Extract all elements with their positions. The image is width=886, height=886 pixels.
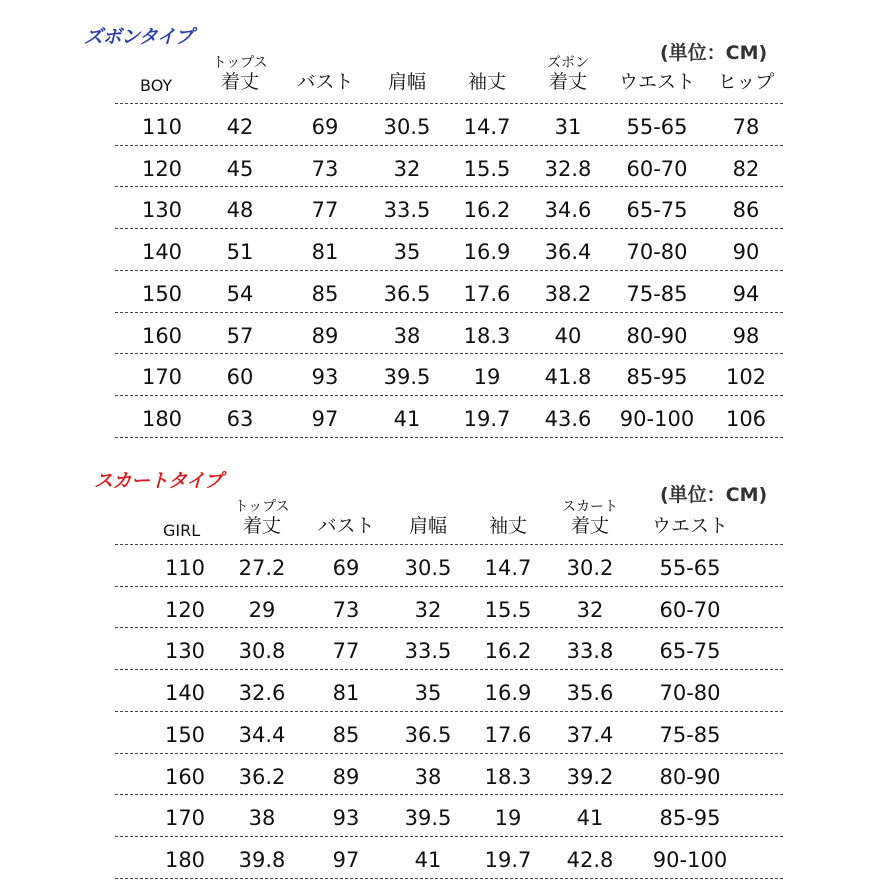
measurement-cell: 75-85 xyxy=(626,281,688,306)
measurement-cell: 94 xyxy=(732,281,760,306)
row-separator xyxy=(115,669,783,670)
measurement-cell: 45 xyxy=(226,156,254,181)
measurement-cell: 19 xyxy=(473,365,501,390)
column-header xyxy=(222,500,302,537)
measurement-cell: 106 xyxy=(725,406,767,431)
column-header-sub xyxy=(650,500,730,515)
measurement-cell: 73 xyxy=(311,156,339,181)
header-size-label: GIRL xyxy=(163,521,201,540)
measurement-cell: 34.4 xyxy=(238,722,286,747)
measurement-cell: 63 xyxy=(226,406,254,431)
measurement-cell: 89 xyxy=(332,764,360,789)
measurement-cell: 34.6 xyxy=(544,198,592,223)
size-cell: 180 xyxy=(141,406,183,431)
measurement-cell: 15.5 xyxy=(484,597,532,622)
column-header-main: ウエスト xyxy=(651,515,728,537)
measurement-cell: 36.2 xyxy=(238,764,286,789)
column-header-sub xyxy=(306,500,386,515)
column-header xyxy=(650,500,730,537)
size-cell: 160 xyxy=(141,323,183,348)
column-header-main: 着丈 xyxy=(548,71,587,93)
measurement-cell: 36.5 xyxy=(383,281,431,306)
measurement-cell: 15.5 xyxy=(463,156,511,181)
measurement-cell: 70-80 xyxy=(659,681,721,706)
measurement-cell: 81 xyxy=(311,240,339,265)
column-header-sub xyxy=(468,500,548,515)
size-cell: 120 xyxy=(164,597,206,622)
measurement-cell: 17.6 xyxy=(463,281,511,306)
row-separator xyxy=(115,753,783,754)
column-header-main: ヒップ xyxy=(717,71,775,93)
size-cell: 140 xyxy=(164,681,206,706)
column-header-sub: ズボン xyxy=(547,55,589,71)
measurement-cell: 75-85 xyxy=(659,722,721,747)
measurement-cell: 42 xyxy=(226,115,254,139)
measurement-cell: 32 xyxy=(393,156,421,181)
measurement-cell: 86 xyxy=(732,198,760,223)
measurement-cell: 51 xyxy=(226,240,254,265)
measurement-cell: 33.8 xyxy=(566,639,614,664)
measurement-cell: 16.9 xyxy=(463,240,511,265)
row-separator xyxy=(115,794,783,795)
size-cell: 120 xyxy=(141,156,183,181)
measurement-cell: 38.2 xyxy=(544,281,592,306)
header-size-label: BOY xyxy=(140,76,173,95)
measurement-cell: 85-95 xyxy=(659,806,721,831)
column-header-main: 袖丈 xyxy=(467,71,506,93)
row-separator xyxy=(115,711,783,712)
measurement-cell: 32.8 xyxy=(544,156,592,181)
measurement-cell: 17.6 xyxy=(484,722,532,747)
measurement-cell: 43.6 xyxy=(544,406,592,431)
column-header-sub xyxy=(388,500,468,515)
measurement-cell: 48 xyxy=(226,198,254,223)
measurement-cell: 85 xyxy=(332,722,360,747)
measurement-cell: 65-75 xyxy=(659,639,721,664)
measurement-cell: 16.9 xyxy=(484,681,532,706)
measurement-cell: 18.3 xyxy=(463,323,511,348)
row-separator xyxy=(115,836,783,837)
measurement-cell: 60-70 xyxy=(626,156,688,181)
measurement-cell: 82 xyxy=(732,156,760,181)
measurement-cell: 89 xyxy=(311,323,339,348)
row-separator xyxy=(115,627,783,628)
measurement-cell: 85 xyxy=(311,281,339,306)
measurement-cell: 29 xyxy=(248,597,276,622)
column-header-main: バスト xyxy=(296,71,354,93)
measurement-cell: 77 xyxy=(332,639,360,664)
column-header-sub: スカート xyxy=(562,499,618,515)
measurement-cell: 40 xyxy=(554,323,582,348)
measurement-cell: 81 xyxy=(332,681,360,706)
column-header xyxy=(550,500,630,537)
measurement-cell: 55-65 xyxy=(626,115,688,139)
measurement-cell: 85-95 xyxy=(626,365,688,390)
measurement-cell: 41 xyxy=(393,406,421,431)
column-header xyxy=(468,500,548,537)
size-cell: 150 xyxy=(164,722,206,747)
column-header xyxy=(388,500,468,537)
measurement-cell: 39.5 xyxy=(383,365,431,390)
measurement-cell: 93 xyxy=(332,806,360,831)
measurement-cell: 57 xyxy=(226,323,254,348)
measurement-cell: 31 xyxy=(554,115,582,139)
measurement-cell: 38 xyxy=(393,323,421,348)
measurement-cell: 93 xyxy=(311,365,339,390)
measurement-cell: 41.8 xyxy=(544,365,592,390)
measurement-cell: 16.2 xyxy=(484,639,532,664)
measurement-cell: 97 xyxy=(332,847,360,872)
size-cell: 140 xyxy=(141,240,183,265)
measurement-cell: 98 xyxy=(732,323,760,348)
measurement-cell: 102 xyxy=(725,365,767,390)
measurement-cell: 90-100 xyxy=(619,406,695,431)
size-cell: 180 xyxy=(164,847,206,872)
column-header-main: 袖丈 xyxy=(488,515,527,537)
measurement-cell: 70-80 xyxy=(626,240,688,265)
measurement-cell: 60 xyxy=(226,365,254,390)
row-separator xyxy=(115,878,783,879)
measurement-cell: 80-90 xyxy=(659,764,721,789)
measurement-cell: 69 xyxy=(332,556,360,580)
measurement-cell: 35 xyxy=(414,681,442,706)
measurement-cell: 32 xyxy=(576,597,604,622)
measurement-cell: 36.4 xyxy=(544,240,592,265)
measurement-cell: 65-75 xyxy=(626,198,688,223)
measurement-cell: 42.8 xyxy=(566,847,614,872)
size-cell: 130 xyxy=(164,639,206,664)
measurement-cell: 18.3 xyxy=(484,764,532,789)
column-header-main: バスト xyxy=(317,515,375,537)
section-title: ズボンタイプ xyxy=(84,26,194,48)
measurement-cell: 97 xyxy=(311,406,339,431)
measurement-cell: 19.7 xyxy=(463,406,511,431)
measurement-cell: 38 xyxy=(248,806,276,831)
section-title: スカートタイプ xyxy=(94,470,223,492)
size-cell: 110 xyxy=(164,556,206,580)
measurement-cell: 35 xyxy=(393,240,421,265)
measurement-cell: 33.5 xyxy=(383,198,431,223)
row-separator xyxy=(115,586,783,587)
size-cell: 170 xyxy=(141,365,183,390)
column-header-main: 肩幅 xyxy=(408,515,447,537)
measurement-cell: 39.2 xyxy=(566,764,614,789)
measurement-cell: 33.5 xyxy=(404,639,452,664)
measurement-cell: 69 xyxy=(311,115,339,139)
measurement-cell: 30.5 xyxy=(404,556,452,580)
measurement-cell: 19.7 xyxy=(484,847,532,872)
unit-label: (単位：CM) xyxy=(660,484,768,506)
size-cell: 150 xyxy=(141,281,183,306)
column-header xyxy=(306,500,386,537)
measurement-cell: 30.8 xyxy=(238,639,286,664)
measurement-cell: 30.5 xyxy=(383,115,431,139)
measurement-cell: 41 xyxy=(414,847,442,872)
measurement-cell: 41 xyxy=(576,806,604,831)
measurement-cell: 54 xyxy=(226,281,254,306)
measurement-cell: 35.6 xyxy=(566,681,614,706)
column-header-main: 肩幅 xyxy=(387,71,426,93)
measurement-cell: 36.5 xyxy=(404,722,452,747)
measurement-cell: 19 xyxy=(494,806,522,831)
measurement-cell: 14.7 xyxy=(463,115,511,139)
measurement-cell: 16.2 xyxy=(463,198,511,223)
measurement-cell: 27.2 xyxy=(238,556,286,580)
column-header-main: 着丈 xyxy=(220,71,259,93)
size-cell: 130 xyxy=(141,198,183,223)
measurement-cell: 90-100 xyxy=(652,847,728,872)
row-separator xyxy=(115,544,783,545)
measurement-cell: 77 xyxy=(311,198,339,223)
size-cell: 110 xyxy=(141,115,183,139)
measurement-cell: 78 xyxy=(732,115,760,139)
measurement-cell: 55-65 xyxy=(659,556,721,580)
unit-label: (単位：CM) xyxy=(660,42,768,64)
column-header-main: 着丈 xyxy=(242,515,281,537)
size-cell: 160 xyxy=(164,764,206,789)
measurement-cell: 38 xyxy=(414,764,442,789)
measurement-cell: 39.5 xyxy=(404,806,452,831)
column-header-sub: トップス xyxy=(234,499,290,515)
column-header-sub: トップス xyxy=(212,55,268,71)
measurement-cell: 14.7 xyxy=(484,556,532,580)
measurement-cell: 37.4 xyxy=(566,722,614,747)
measurement-cell: 30.2 xyxy=(566,556,614,580)
measurement-cell: 32 xyxy=(414,597,442,622)
column-header-main: 着丈 xyxy=(570,515,609,537)
size-cell: 170 xyxy=(164,806,206,831)
measurement-cell: 80-90 xyxy=(626,323,688,348)
measurement-cell: 73 xyxy=(332,597,360,622)
measurement-cell: 32.6 xyxy=(238,681,286,706)
measurement-cell: 90 xyxy=(732,240,760,265)
column-header-main: ウエスト xyxy=(618,71,695,93)
measurement-cell: 60-70 xyxy=(659,597,721,622)
measurement-cell: 39.8 xyxy=(238,847,286,872)
